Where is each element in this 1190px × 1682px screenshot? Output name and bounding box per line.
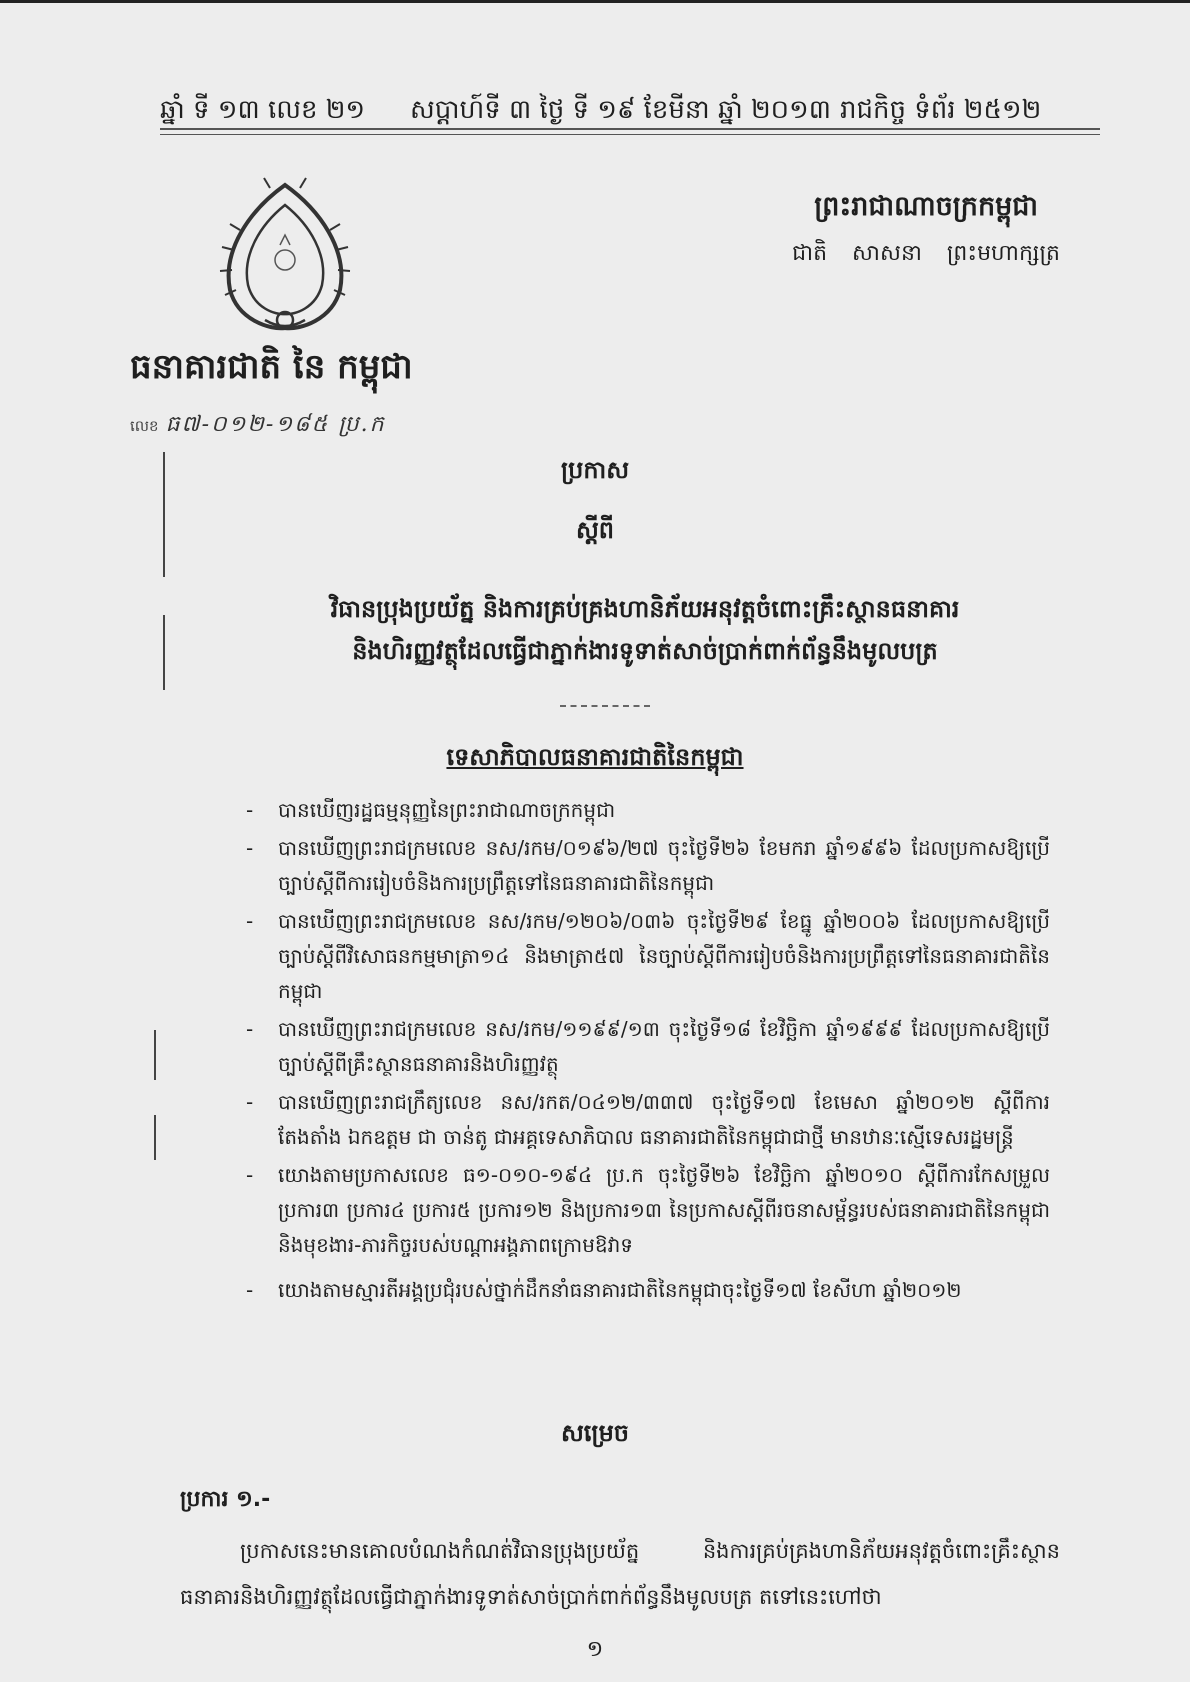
kingdom-name: ព្រះរាជាណាចក្រកម្ពុជា [814, 191, 1038, 222]
bank-name: ធនាគារជាតិ នៃ កម្ពុជា [130, 347, 413, 387]
scan-top-border [0, 0, 1190, 3]
reference-item: - យោងតាមប្រកាសលេខ ធ១-០១០-១៩៤ ប្រ.ក ចុះថ្ងៃទី២៦ ខែវិច្ឆិកា ឆ្នាំ២០១០ ស្តីពីការកែសម្រួលប្រការ៣ ប្រការ៤ ប្រការ៥ ប្រការ១២ និងប្រការ១៣ នៃប្រកាសស្តីពីរចនាសម្ព័ន្ធរបស់ធនាគារជាតិនៃកម្ពុជា និងមុខងារ-ភារកិច្ចរបស់បណ្តាអង្គភាពក្រោមឱវាទ [246, 1163, 1050, 1257]
reference-item: - បានឃើញព្រះរាជក្រមលេខ នស/រកម/១២០៦/០៣៦ ចុះថ្ងៃទី២៩ ខែធ្នូ ឆ្នាំ២០០៦ ដែលប្រកាសឱ្យប្រើច្បាប់ស្តីពីវិសោធនកម្មមាត្រា១៤ និងមាត្រា៥៧ នៃច្បាប់ស្តីពីការរៀបចំនិងការប្រព្រឹត្តទៅនៃធនាគារជាតិនៃកម្ពុជា [246, 909, 1050, 1003]
header-year-issue: ឆ្នាំ ទី ១៣ លេខ ២១ [160, 95, 366, 125]
reference-item: - យោងតាមស្មារតីអង្គប្រជុំរបស់ថ្នាក់ដឹកនាំធនាគារជាតិនៃកម្ពុជាចុះថ្ងៃទី១៧ ខែសីហា ឆ្នាំ២០១២ [246, 1278, 962, 1302]
header-gazette-page: រាជកិច្ច ទំព័រ ២៥១២ [840, 95, 1042, 125]
reference-value: ធ៧-០១២-១៨៥ ប្រ.ក [165, 412, 386, 437]
header-rule-bottom [160, 134, 1100, 135]
title-divider [560, 705, 650, 707]
document-title-line2: និងហិរញ្ញវត្ថុដែលធ្វើជាភ្នាក់ងារទូទាត់សាច់ប្រាក់ពាក់ព័ន្ធនឹងមូលបត្រ [352, 637, 938, 665]
kingdom-heading [792, 190, 1060, 271]
header-week-date: សប្តាហ៍ទី ៣ ថ្ងៃ ទី ១៩ ខែមីនា ឆ្នាំ ២០១៣ [410, 95, 831, 125]
decision-heading: សម្រេច [560, 1419, 630, 1447]
document-about: ស្តីពី [575, 516, 615, 544]
margin-mark [163, 452, 165, 577]
article-1-heading: ប្រការ ១.- [180, 1487, 271, 1512]
gazette-header-right [840, 93, 1041, 131]
margin-mark [154, 1030, 156, 1080]
gazette-header-center [410, 93, 831, 131]
national-bank-emblem-icon [210, 170, 360, 340]
issuer-heading: ទេសាភិបាលធនាគារជាតិនៃកម្ពុជា [446, 743, 744, 771]
header-rule-top [160, 128, 1100, 130]
reference-item: - បានឃើញព្រះរាជក្រឹត្យលេខ នស/រកត/០៤១២/៣៣៧ ចុះថ្ងៃទី១៧ ខែមេសា ឆ្នាំ២០១២ ស្តីពីការតែងតាំង ឯកឧត្តម ជា ចាន់តូ ជាអគ្គទេសាភិបាល ធនាគារជាតិនៃកម្ពុជាជាថ្មី មានឋានៈស្មើទេសរដ្ឋមន្ត្រី [246, 1090, 1050, 1149]
margin-mark [154, 1115, 156, 1160]
article-1-text: ប្រកាសនេះមានគោលបំណងកំណត់វិធានប្រុងប្រយ័ត្ន និងការគ្រប់គ្រងហានិភ័យអនុវត្តចំពោះគ្រឹះស្ថានធនាគារនិងហិរញ្ញវត្ថុដែលធ្វើជាភ្នាក់ងារទូទាត់សាច់ប្រាក់ពាក់ព័ន្ធនឹងមូលបត្រ តទៅនេះហៅថា [180, 1539, 1060, 1609]
reference-number [130, 410, 386, 442]
margin-mark [163, 615, 165, 690]
kingdom-motto: ជាតិ សាសនា ព្រះមហាក្សត្រ [792, 241, 1060, 266]
reference-item: - បានឃើញព្រះរាជក្រមលេខ នស/រកម/០១៩៦/២៧ ចុះថ្ងៃទី២៦ ខែមករា ឆ្នាំ១៩៩៦ ដែលប្រកាសឱ្យប្រើច្បាប់ស្តីពីការរៀបចំនិងការប្រព្រឹត្តទៅនៃធនាគារជាតិនៃកម្ពុជា [246, 836, 1050, 895]
references-list [246, 793, 1050, 1311]
document-title [230, 588, 1060, 672]
reference-item: - បានឃើញរដ្ឋធម្មនុញ្ញនៃព្រះរាជាណាចក្រកម្ពុជា [246, 798, 616, 822]
page-number: ១ [586, 1637, 604, 1662]
gazette-header [160, 93, 365, 131]
document-type: ប្រកាស [560, 456, 630, 484]
reference-label: លេខ [130, 417, 159, 435]
document-title-line1: វិធានប្រុងប្រយ័ត្ន និងការគ្រប់គ្រងហានិភ័យអនុវត្តចំពោះគ្រឹះស្ថានធនាគារ [330, 595, 960, 623]
reference-item: - បានឃើញព្រះរាជក្រមលេខ នស/រកម/១១៩៩/១៣ ចុះថ្ងៃទី១៨ ខែវិច្ឆិកា ឆ្នាំ១៩៩៩ ដែលប្រកាសឱ្យប្រើច្បាប់ស្តីពីគ្រឹះស្ថានធនាគារនិងហិរញ្ញវត្ថុ [246, 1017, 1050, 1076]
